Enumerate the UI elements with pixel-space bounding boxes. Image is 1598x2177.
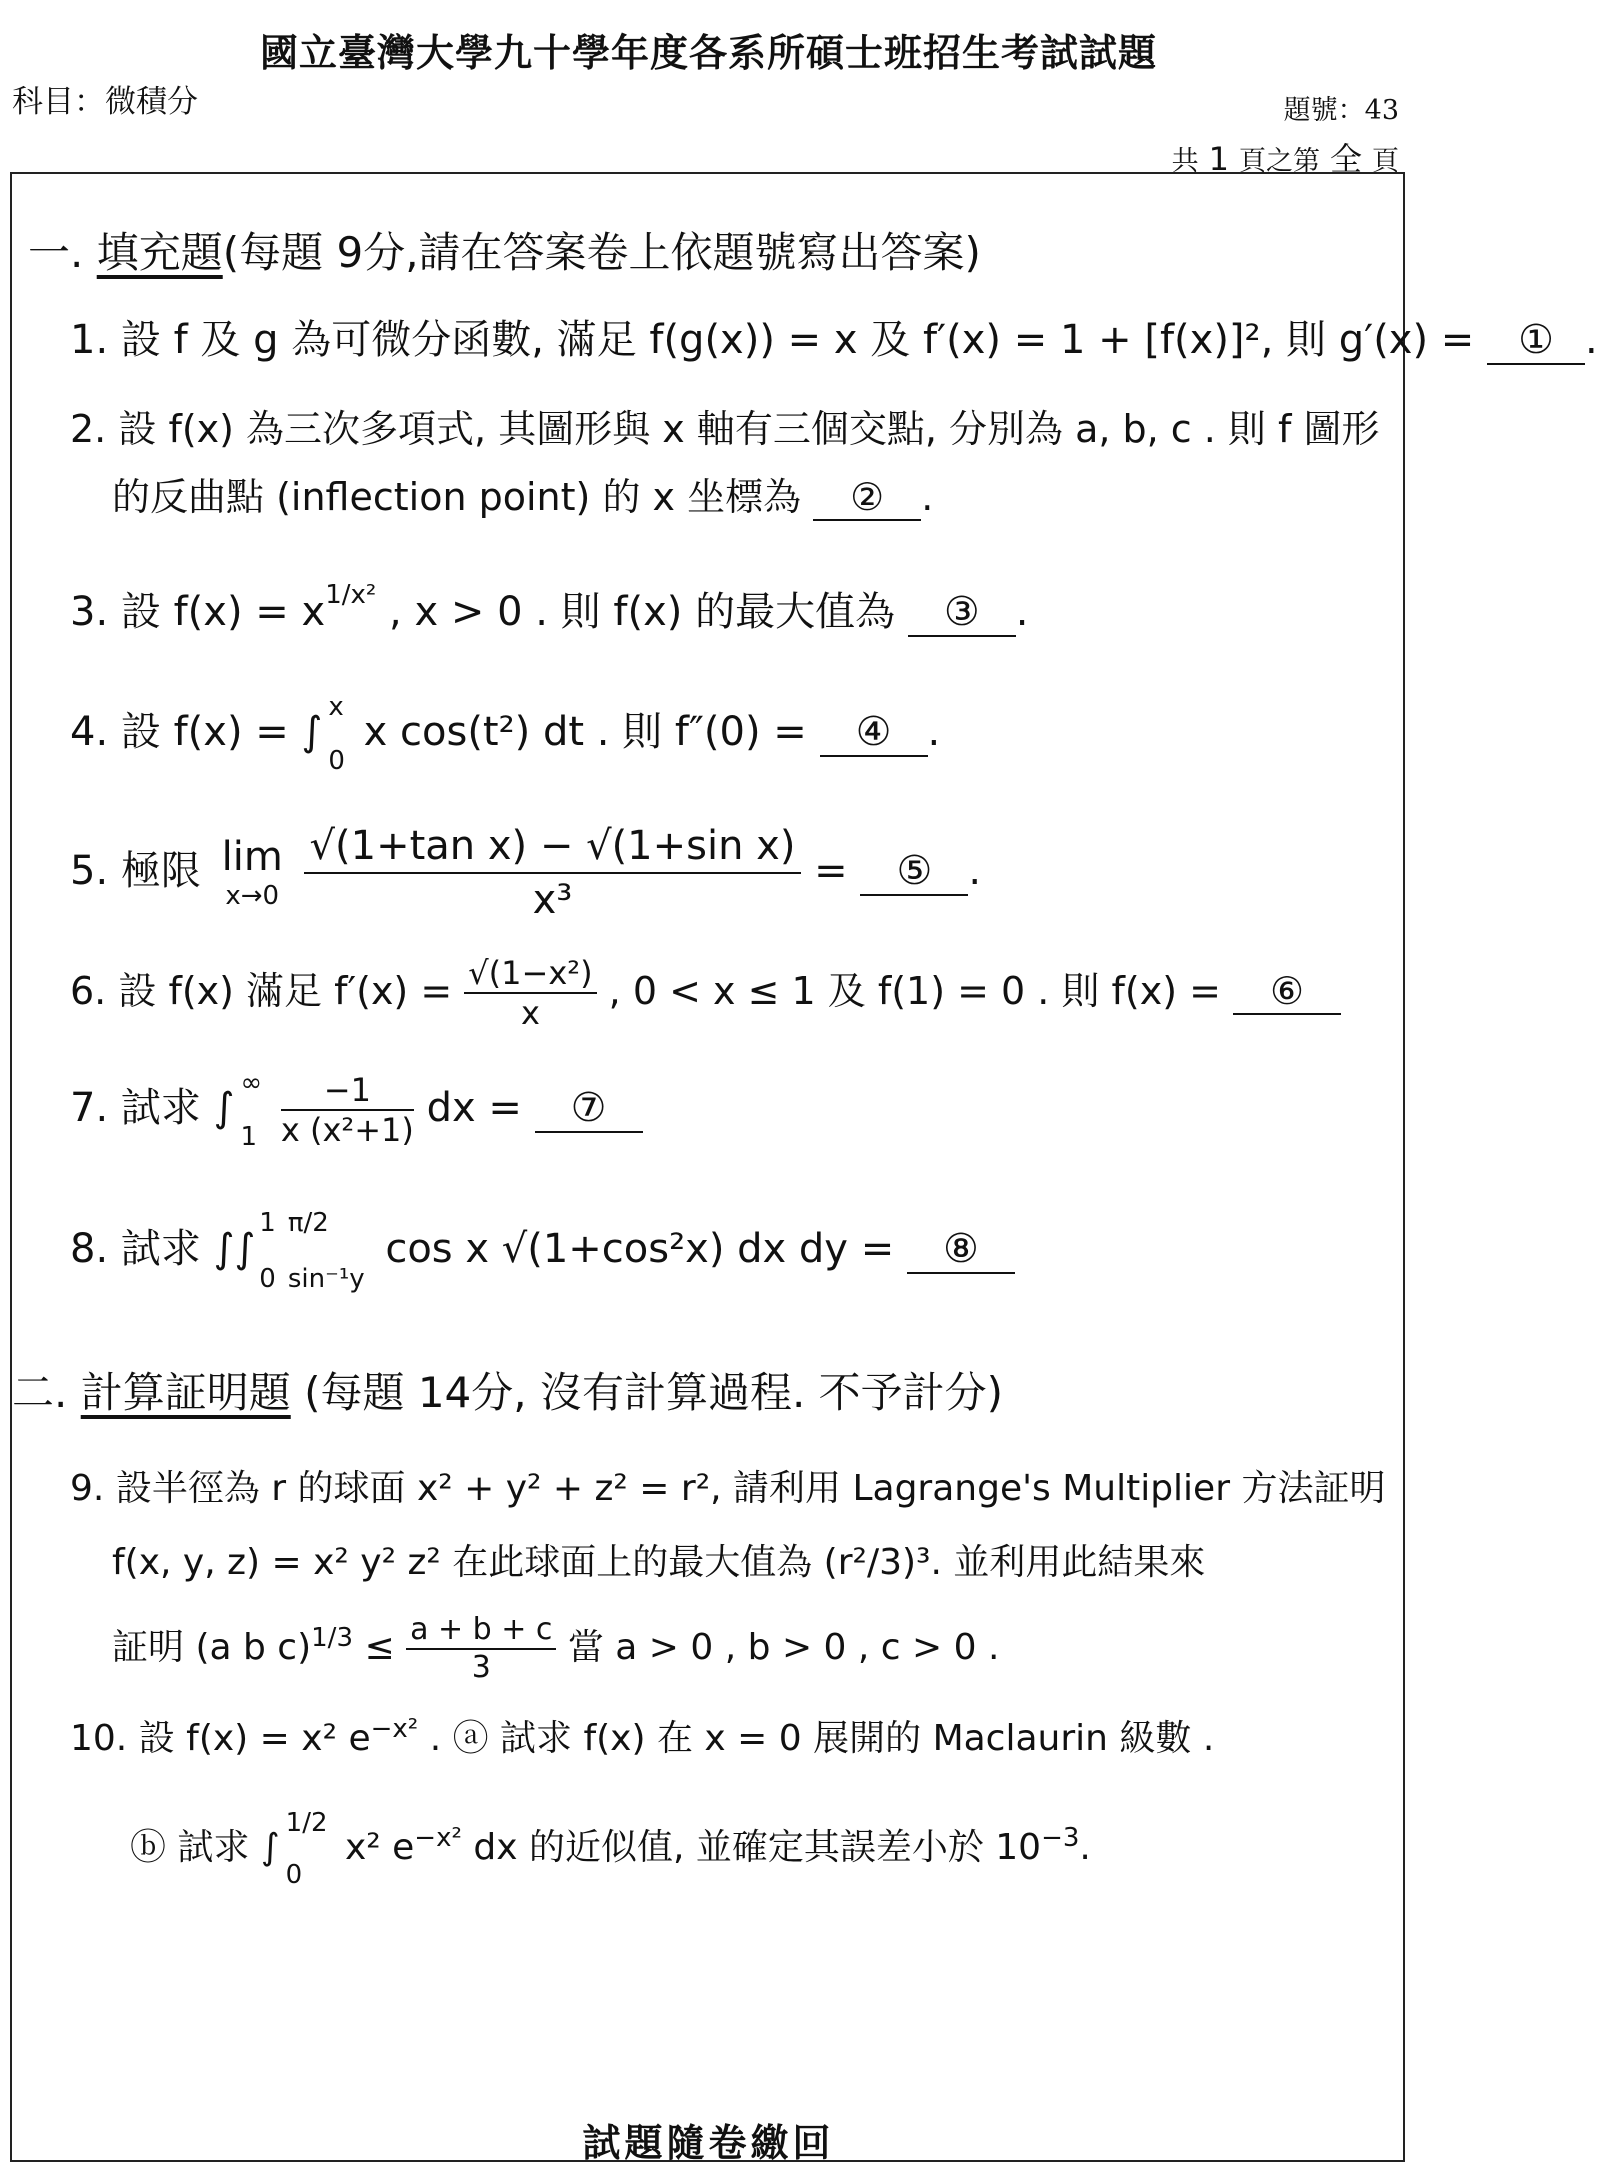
fraction — [304, 820, 802, 926]
question-4 — [70, 694, 940, 774]
lower-limit: 0 — [259, 1264, 276, 1294]
question-text: 當 a > 0 , b > 0 , c > 0 . — [567, 1627, 1000, 1668]
section1-heading — [28, 220, 981, 280]
integral-limits-outer — [259, 1210, 276, 1292]
question-text: 設 f(x) 滿足 f′(x) = — [118, 968, 453, 1013]
subject-label: 科目：微積分 — [12, 84, 198, 120]
integral-limits — [240, 1070, 262, 1150]
limit — [222, 833, 283, 912]
question-10-part-b — [130, 1810, 1091, 1888]
fraction — [281, 1071, 414, 1150]
question-9-line3 — [112, 1612, 999, 1686]
numerator: √(1+tan x) − √(1+sin x) — [304, 820, 802, 874]
numerator: −1 — [281, 1071, 414, 1111]
denominator: x — [520, 994, 540, 1033]
section2-note: (每題 14分, 沒有計算過程. 不予計分) — [304, 1368, 1004, 1417]
question-text: 設半徑為 r 的球面 x² + y² + z² = r², 請利用 Lagrange's Multiplier 方法証明 — [115, 1468, 1386, 1509]
question-text: = — [814, 848, 848, 894]
integral-limits — [286, 1810, 328, 1888]
exponent: −x² — [414, 1823, 462, 1853]
question-6 — [70, 954, 1341, 1033]
integral-limits-inner — [288, 1210, 365, 1292]
lower-limit: 0 — [285, 1860, 303, 1890]
question-text: . ⓐ 試求 f(x) 在 x = 0 展開的 Maclaurin 級數 . — [429, 1718, 1215, 1759]
question-end: . — [921, 475, 934, 519]
section1-number: 一. — [28, 228, 84, 277]
numerator: √(1−x²) — [464, 954, 596, 994]
question-text: 試求 ∫∫ — [120, 1226, 256, 1272]
lower-limit: 1 — [240, 1122, 257, 1152]
question-9-line2 — [112, 1534, 1205, 1585]
question-number: 10. — [70, 1718, 128, 1759]
denominator: x³ — [532, 877, 573, 923]
question-end: . — [1015, 589, 1029, 635]
answer-blank-6: ⑥ — [1233, 969, 1341, 1015]
question-5 — [70, 820, 981, 926]
question-text: 設 f 及 g 為可微分函數, 滿足 f(g(x)) = x 及 f′(x) = 1 + [f(x)]², — [120, 317, 1274, 363]
footer-note: 試題隨卷繳回 — [582, 2120, 835, 2165]
exponent: −x² — [370, 1714, 419, 1744]
page-unit: 頁 — [1372, 146, 1399, 177]
question-2-line2 — [112, 466, 933, 521]
lower-limit: 0 — [328, 746, 345, 776]
answer-blank-4: ④ — [820, 709, 928, 757]
question-number: 8. — [70, 1226, 109, 1272]
exponent: 1/3 — [311, 1623, 353, 1653]
answer-blank-5: ⑤ — [860, 848, 968, 896]
page-total: 1 — [1208, 140, 1229, 178]
fraction — [406, 1612, 556, 1686]
exam-number: 題號：43 — [1283, 95, 1399, 126]
question-text: x cos(t²) dt . 則 f″(0) = — [363, 709, 807, 755]
numerator: a + b + c — [406, 1612, 556, 1650]
limit-subscript: x→0 — [225, 881, 280, 912]
question-number: 6. — [70, 968, 107, 1013]
question-number: 2. — [70, 407, 107, 451]
exponent: −3 — [1041, 1823, 1080, 1853]
question-text: dx = — [426, 1085, 522, 1131]
question-number: 9. — [70, 1468, 105, 1509]
answer-blank-7: ⑦ — [535, 1085, 643, 1133]
page-current: 全 — [1329, 140, 1362, 178]
upper-limit: ∞ — [240, 1068, 263, 1098]
integral-limits — [328, 694, 345, 774]
question-text: , x > 0 . 則 f(x) 的最大值為 — [389, 589, 896, 635]
question-3 — [70, 580, 1029, 637]
fraction — [464, 954, 596, 1033]
question-end: . — [1585, 317, 1598, 363]
question-text: , 0 < x ≤ 1 及 f(1) = 0 . 則 f(x) = — [608, 968, 1221, 1013]
limit-symbol: lim — [221, 834, 283, 881]
question-10 — [70, 1710, 1214, 1761]
question-number: 4. — [70, 709, 109, 755]
question-end: . — [1079, 1827, 1091, 1868]
section1-title: 填充題 — [96, 228, 223, 277]
question-9 — [70, 1460, 1385, 1511]
question-number: 7. — [70, 1085, 109, 1131]
answer-blank-1: ① — [1487, 317, 1585, 365]
upper-limit: π/2 — [287, 1208, 329, 1238]
question-end: . — [927, 709, 941, 755]
page-of-label: 頁之第 — [1238, 146, 1320, 177]
upper-limit: 1 — [259, 1208, 276, 1238]
question-text: 証明 (a b c) — [112, 1627, 312, 1668]
section2-number: 二. — [12, 1368, 68, 1417]
upper-limit: x — [328, 692, 344, 722]
question-text: ⓑ 試求 ∫ — [130, 1827, 280, 1868]
denominator: x (x²+1) — [280, 1111, 414, 1149]
question-7 — [70, 1070, 643, 1150]
question-8 — [70, 1210, 1015, 1292]
question-text: 的反曲點 (inflection point) 的 x 坐標為 — [112, 475, 802, 519]
question-text: dx 的近似值, 並確定其誤差小於 10 — [473, 1827, 1042, 1868]
question-text: f(x, y, z) = x² y² z² 在此球面上的最大值為 (r²/3)³. 並利用此結果來 — [112, 1542, 1206, 1583]
exam-title: 國立臺灣大學九十學年度各系所碩士班招生考試試題 — [259, 30, 1157, 75]
question-text: 設 f(x) = x — [120, 589, 326, 635]
section2-title: 計算証明題 — [80, 1368, 291, 1417]
question-text: 設 f(x) 為三次多項式, 其圖形與 x 軸有三個交點, 分別為 a, b, c . 則 f 圖形 — [118, 407, 1380, 451]
section1-note: (每題 9分,請在答案卷上依題號寫出答案) — [222, 228, 981, 277]
answer-blank-2: ② — [813, 475, 921, 521]
question-text: 極限 — [120, 848, 201, 894]
upper-limit: 1/2 — [285, 1808, 328, 1838]
question-text: ≤ — [364, 1627, 395, 1668]
question-number: 1. — [70, 317, 109, 363]
section2-heading — [12, 1360, 1003, 1420]
exponent: 1/x² — [325, 579, 377, 610]
question-text: x² e — [344, 1827, 415, 1868]
question-text: cos x √(1+cos²x) dx dy = — [385, 1226, 895, 1272]
answer-blank-3: ③ — [908, 589, 1016, 637]
denominator: 3 — [471, 1650, 491, 1685]
question-end: . — [968, 848, 982, 894]
question-1 — [70, 308, 1598, 365]
question-text: 則 g′(x) = — [1286, 317, 1475, 363]
question-text: 試求 ∫ — [120, 1085, 235, 1131]
question-2 — [70, 398, 1379, 453]
question-text: 設 f(x) = x² e — [138, 1718, 371, 1759]
lower-limit: sin⁻¹y — [287, 1264, 365, 1294]
question-number: 5. — [70, 848, 109, 894]
question-number: 3. — [70, 589, 109, 635]
answer-blank-8: ⑧ — [907, 1226, 1015, 1274]
page-total-label: 共 — [1171, 146, 1199, 177]
question-text: 設 f(x) = ∫ — [120, 709, 323, 755]
